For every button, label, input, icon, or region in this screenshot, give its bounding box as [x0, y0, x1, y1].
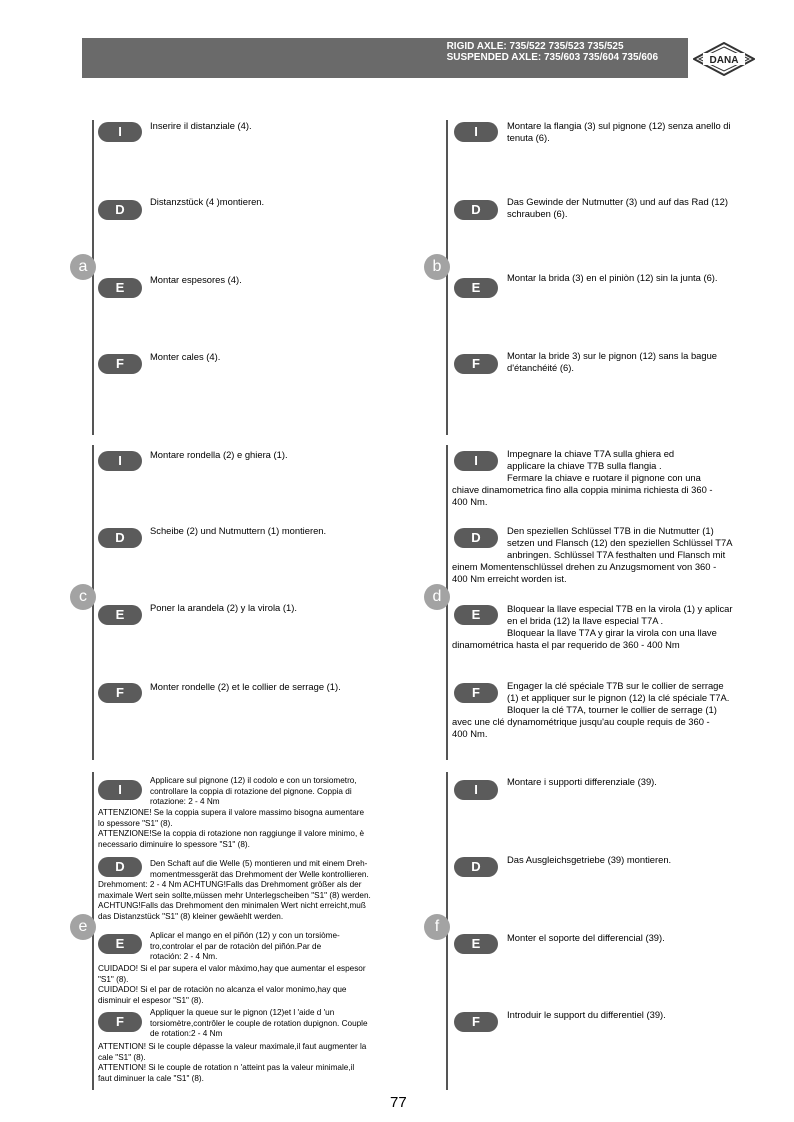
- section-d-text-D-bottom: einem Momentenschlüssel drehen zu Anzugsmoment von 360 - 400 Nm erreicht worden ist.: [452, 561, 717, 584]
- section-f-text-I: Montare i supporti differenziale (39).: [507, 776, 657, 787]
- badge-E: E: [454, 278, 498, 298]
- badge-F: F: [98, 683, 142, 703]
- badge-I: I: [454, 780, 498, 800]
- header-line-2: SUSPENDED AXLE: 735/603 735/604 735/606: [446, 52, 658, 63]
- badge-I: I: [454, 451, 498, 471]
- section-letter-b: b: [424, 254, 450, 280]
- badge-I: I: [454, 122, 498, 142]
- section-e-text-F-top: Appliquer la queue sur le pignon (12)et l 'aide d 'un torsiomètre,contrôler le couple de rotation dupignon. Couple de rotation:2 - 4 Nm: [150, 1008, 368, 1038]
- section-f-text-F: Introduir le support du differentiel (39).: [507, 1009, 666, 1020]
- badge-I: I: [98, 780, 142, 800]
- page-number: 77: [390, 1094, 407, 1111]
- logo-text: DANA: [709, 55, 739, 66]
- badge-D: D: [454, 528, 498, 548]
- section-d-text-F-bottom: avec une clé dynamométrique jusqu'au couple requis de 360 - 400 Nm.: [452, 716, 710, 739]
- section-e-text-D-bottom: Drehmoment: 2 - 4 Nm ACHTUNG!Falls das Drehmoment größer als der maximale Wert sein sollte,müssen mehr Unterlegscheiben "S1" (8) werden. ACHTUNG!Falls das Drehmoment den minimalen Wert nicht erreicht,muß das Distanzstück "S1" (8) kleiner gewäehlt werden.: [98, 880, 371, 921]
- section-letter-a: a: [70, 254, 96, 280]
- section-d-text-E-top: Bloquear la llave especial T7B en la virola (1) y aplicar en el brida (12) la llave especial T7A . Bloquear la llave T7A y girar la virola con una llave: [507, 603, 733, 638]
- badge-D: D: [454, 857, 498, 877]
- badge-I: I: [98, 122, 142, 142]
- section-f-text-D: Das Ausgleichsgetriebe (39) montieren.: [507, 854, 672, 865]
- section-c-text-E: Poner la arandela (2) y la virola (1).: [150, 602, 297, 613]
- section-b-text-E: Montar la brida (3) en el piniòn (12) sin la junta (6).: [507, 272, 718, 283]
- badge-E: E: [454, 605, 498, 625]
- section-f-text-E: Monter el soporte del differencial (39).: [507, 932, 665, 943]
- section-e-text-E-bottom: CUIDADO! Si el par supera el valor màximo,hay que aumentar el espesor "S1" (8). CUIDADO! Si el par de rotaciòn no alcanza el valor monimo,hay que disminuir el espesor "S1" (8).: [98, 964, 366, 1005]
- badge-D: D: [98, 528, 142, 548]
- section-e-text-D-top: Den Schaft auf die Welle (5) montieren und mit einem Dreh- momentmessgerät das Drehmoment der Welle kontrollieren.: [150, 859, 369, 879]
- badge-F: F: [454, 1012, 498, 1032]
- badge-E: E: [98, 605, 142, 625]
- badge-E: E: [98, 278, 142, 298]
- section-c-text-D: Scheibe (2) und Nutmuttern (1) montieren.: [150, 525, 327, 536]
- section-c-text-F: Monter rondelle (2) et le collier de serrage (1).: [150, 681, 341, 692]
- section-letter-c: c: [70, 584, 96, 610]
- divider-b: [446, 120, 448, 435]
- section-d-text-I-top: Impegnare la chiave T7A sulla ghiera ed applicare la chiave T7B sulla flangia . Fermare la chiave e ruotare il pignone con una: [507, 448, 701, 483]
- section-e-text-I-top: Applicare sul pignone (12) il codolo e con un torsiometro, controllare la coppia di rotazione del pignone. Coppia di rotazione: 2 - 4 Nm: [150, 776, 357, 806]
- section-d-text-E-bottom: dinamométrica hasta el par requerido de 360 - 400 Nm: [452, 639, 680, 650]
- section-letter-e: e: [70, 914, 96, 940]
- section-a-text-D: Distanzstück (4 )montieren.: [150, 196, 265, 207]
- section-b-text-D: Das Gewinde der Nutmutter (3) und auf das Rad (12) schrauben (6).: [507, 196, 728, 219]
- section-a-text-F: Monter cales (4).: [150, 351, 221, 362]
- header-line-1: RIGID AXLE: 735/522 735/523 735/525: [446, 41, 624, 52]
- section-d-text-F-top: Engager la clé spéciale T7B sur le collier de serrage (1) et appliquer sur le pignon (12) la clé spéciale T7A. Bloquer la clé T7A, tourner le collier de serrage (1): [507, 680, 730, 715]
- header-title: [447, 41, 658, 63]
- section-b-text-F: Montar la bride 3) sur le pignon (12) sans la bague d'étanchéité (6).: [507, 350, 718, 373]
- badge-D: D: [98, 857, 142, 877]
- badge-D: D: [454, 200, 498, 220]
- section-letter-d: d: [424, 584, 450, 610]
- badge-D: D: [98, 200, 142, 220]
- badge-E: E: [98, 934, 142, 954]
- badge-I: I: [98, 451, 142, 471]
- section-a-text-I: Inserire il distanziale (4).: [150, 120, 252, 131]
- section-b-text-I: Montare la flangia (3) sul pignone (12) senza anello di tenuta (6).: [507, 120, 731, 143]
- section-d-text-D-top: Den speziellen Schlüssel T7B in die Nutmutter (1) setzen und Flansch (12) den speziellen Schlüssel T7A anbringen. Schlüssel T7A festhalten und Flansch mit: [507, 525, 733, 560]
- divider-a: [92, 120, 94, 435]
- badge-F: F: [454, 683, 498, 703]
- badge-E: E: [454, 934, 498, 954]
- section-d-text-I-bottom: chiave dinamometrica fino alla coppia minima richiesta di 360 - 400 Nm.: [452, 484, 713, 507]
- section-a-text-E: Montar espesores (4).: [150, 274, 242, 285]
- section-c-text-I: Montare rondella (2) e ghiera (1).: [150, 449, 288, 460]
- badge-F: F: [98, 354, 142, 374]
- badge-F: F: [98, 1012, 142, 1032]
- dana-logo: [693, 42, 755, 76]
- badge-F: F: [454, 354, 498, 374]
- section-e-text-F-bottom: ATTENTION! Si le couple dépasse la valeur maximale,il faut augmenter la cale "S1" (8). ATTENTION! Si le couple de rotation n 'atteint pas la valeur minimale,il faut diminuer la cale "S1" (8).: [98, 1042, 367, 1083]
- header-bar: [82, 38, 688, 78]
- section-letter-f: f: [424, 914, 450, 940]
- section-e-text-E-top: Aplicar el mango en el piñón (12) y con un torsiòme- tro,controlar el par de rotaciòn del piñón.Par de rotación: 2 - 4 Nm.: [150, 931, 340, 961]
- section-e-text-I-bottom: ATTENZIONE! Se la coppia supera il valore massimo bisogna aumentare lo spessore "S1" (8). ATTENZIONE!Se la coppia di rotazione non raggiunge il valore minimo, è necessario diminuire lo spessore "S1" (8).: [98, 808, 365, 849]
